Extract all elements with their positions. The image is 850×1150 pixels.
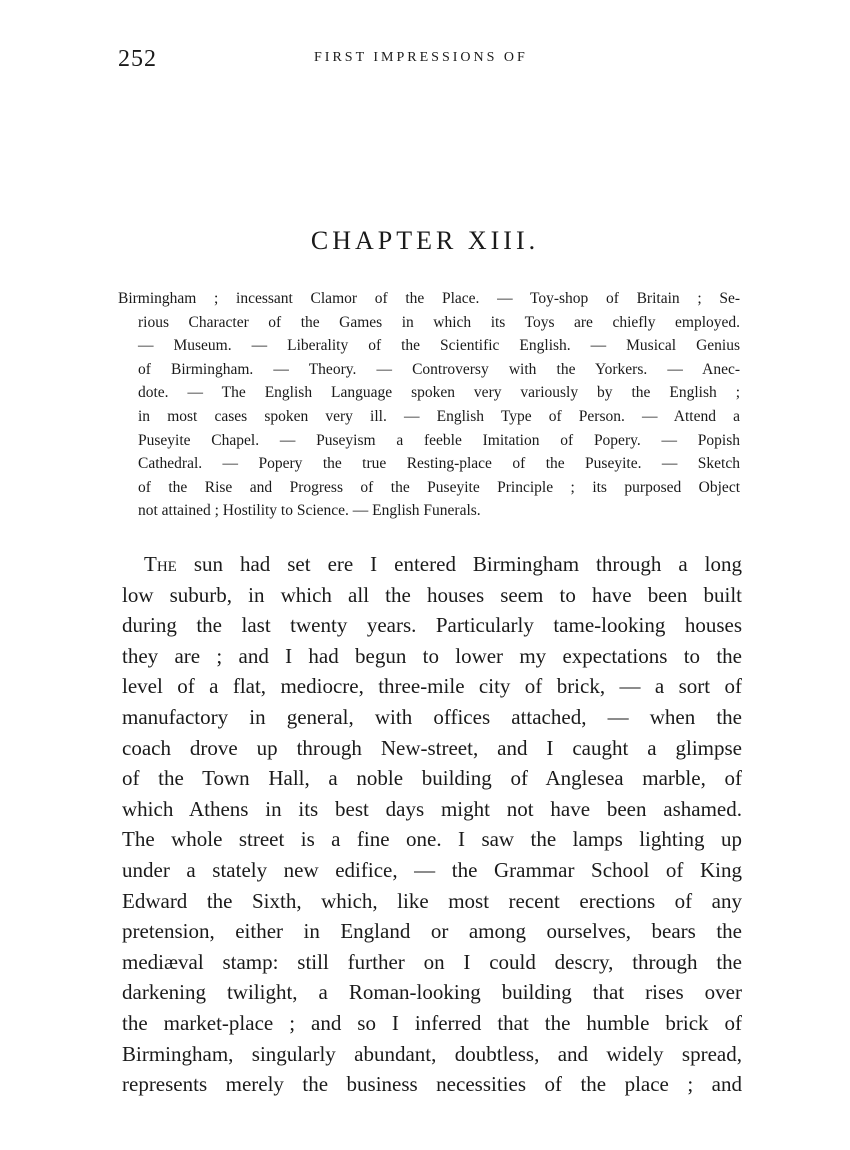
body-line: Edward the Sixth, which, like most recent erections of any bbox=[122, 888, 742, 913]
body-line: low suburb, in which all the houses seem to have been built bbox=[122, 582, 742, 607]
body-line: under a stately new edifice, — the Grammar School of King bbox=[122, 857, 742, 882]
body-line: coach drove up through New-street, and I caught a glimpse bbox=[122, 735, 742, 760]
summary-line: — Museum. — Liberality of the Scientific English. — Musical Genius bbox=[138, 337, 740, 355]
summary-line: Puseyite Chapel. — Puseyism a feeble Imitation of Popery. — Popish bbox=[138, 431, 740, 449]
body-line: represents merely the business necessities of the place ; and bbox=[122, 1072, 742, 1097]
page-number: 252 bbox=[118, 46, 157, 72]
body-line: manufactory in general, with offices attached, — when the bbox=[122, 704, 742, 729]
body-line: which Athens in its best days might not have been ashamed. bbox=[122, 796, 742, 821]
drop-word: The bbox=[144, 552, 177, 576]
summary-line: dote. — The English Language spoken very variously by the English ; bbox=[138, 384, 740, 402]
body-line-text: sun had set ere I entered Birmingham through a long bbox=[193, 552, 742, 576]
body-line: mediæval stamp: still further on I could descry, through the bbox=[122, 949, 742, 974]
chapter-summary bbox=[118, 287, 740, 523]
body-line: they are ; and I had begun to lower my expectations to the bbox=[122, 643, 742, 668]
summary-line: Birmingham ; incessant Clamor of the Place. — Toy-shop of Britain ; Se- bbox=[118, 290, 740, 307]
page-header bbox=[118, 46, 758, 76]
body-line: of the Town Hall, a noble building of Anglesea marble, of bbox=[122, 766, 742, 791]
body-line bbox=[122, 549, 742, 580]
running-head: FIRST IMPRESSIONS OF bbox=[314, 50, 528, 65]
summary-line: rious Character of the Games in which its Toys are chiefly employed. bbox=[138, 313, 740, 331]
body-line: darkening twilight, a Roman-looking building that rises over bbox=[122, 980, 742, 1005]
summary-line: of the Rise and Progress of the Puseyite Principle ; its purposed Object bbox=[138, 478, 740, 496]
summary-line: of Birmingham. — Theory. — Controversy with the Yorkers. — Anec- bbox=[138, 360, 740, 378]
body-line: the market-place ; and so I inferred that the humble brick of bbox=[122, 1010, 742, 1035]
summary-line: Cathedral. — Popery the true Resting-place of the Puseyite. — Sketch bbox=[138, 455, 740, 473]
body-line: The whole street is a fine one. I saw the lamps lighting up bbox=[122, 827, 742, 852]
body-line: Birmingham, singularly abundant, doubtless, and widely spread, bbox=[122, 1041, 742, 1066]
summary-line: not attained ; Hostility to Science. — English Funerals. bbox=[138, 502, 481, 520]
body-line: during the last twenty years. Particularly tame-looking houses bbox=[122, 613, 742, 638]
body-line: pretension, either in England or among ourselves, bears the bbox=[122, 919, 742, 944]
body-paragraph bbox=[122, 549, 742, 1100]
body-line: level of a flat, mediocre, three-mile city of brick, — a sort of bbox=[122, 674, 742, 699]
summary-line: in most cases spoken very ill. — English Type of Person. — Attend a bbox=[138, 407, 740, 425]
chapter-title: CHAPTER XIII. bbox=[310, 226, 540, 255]
